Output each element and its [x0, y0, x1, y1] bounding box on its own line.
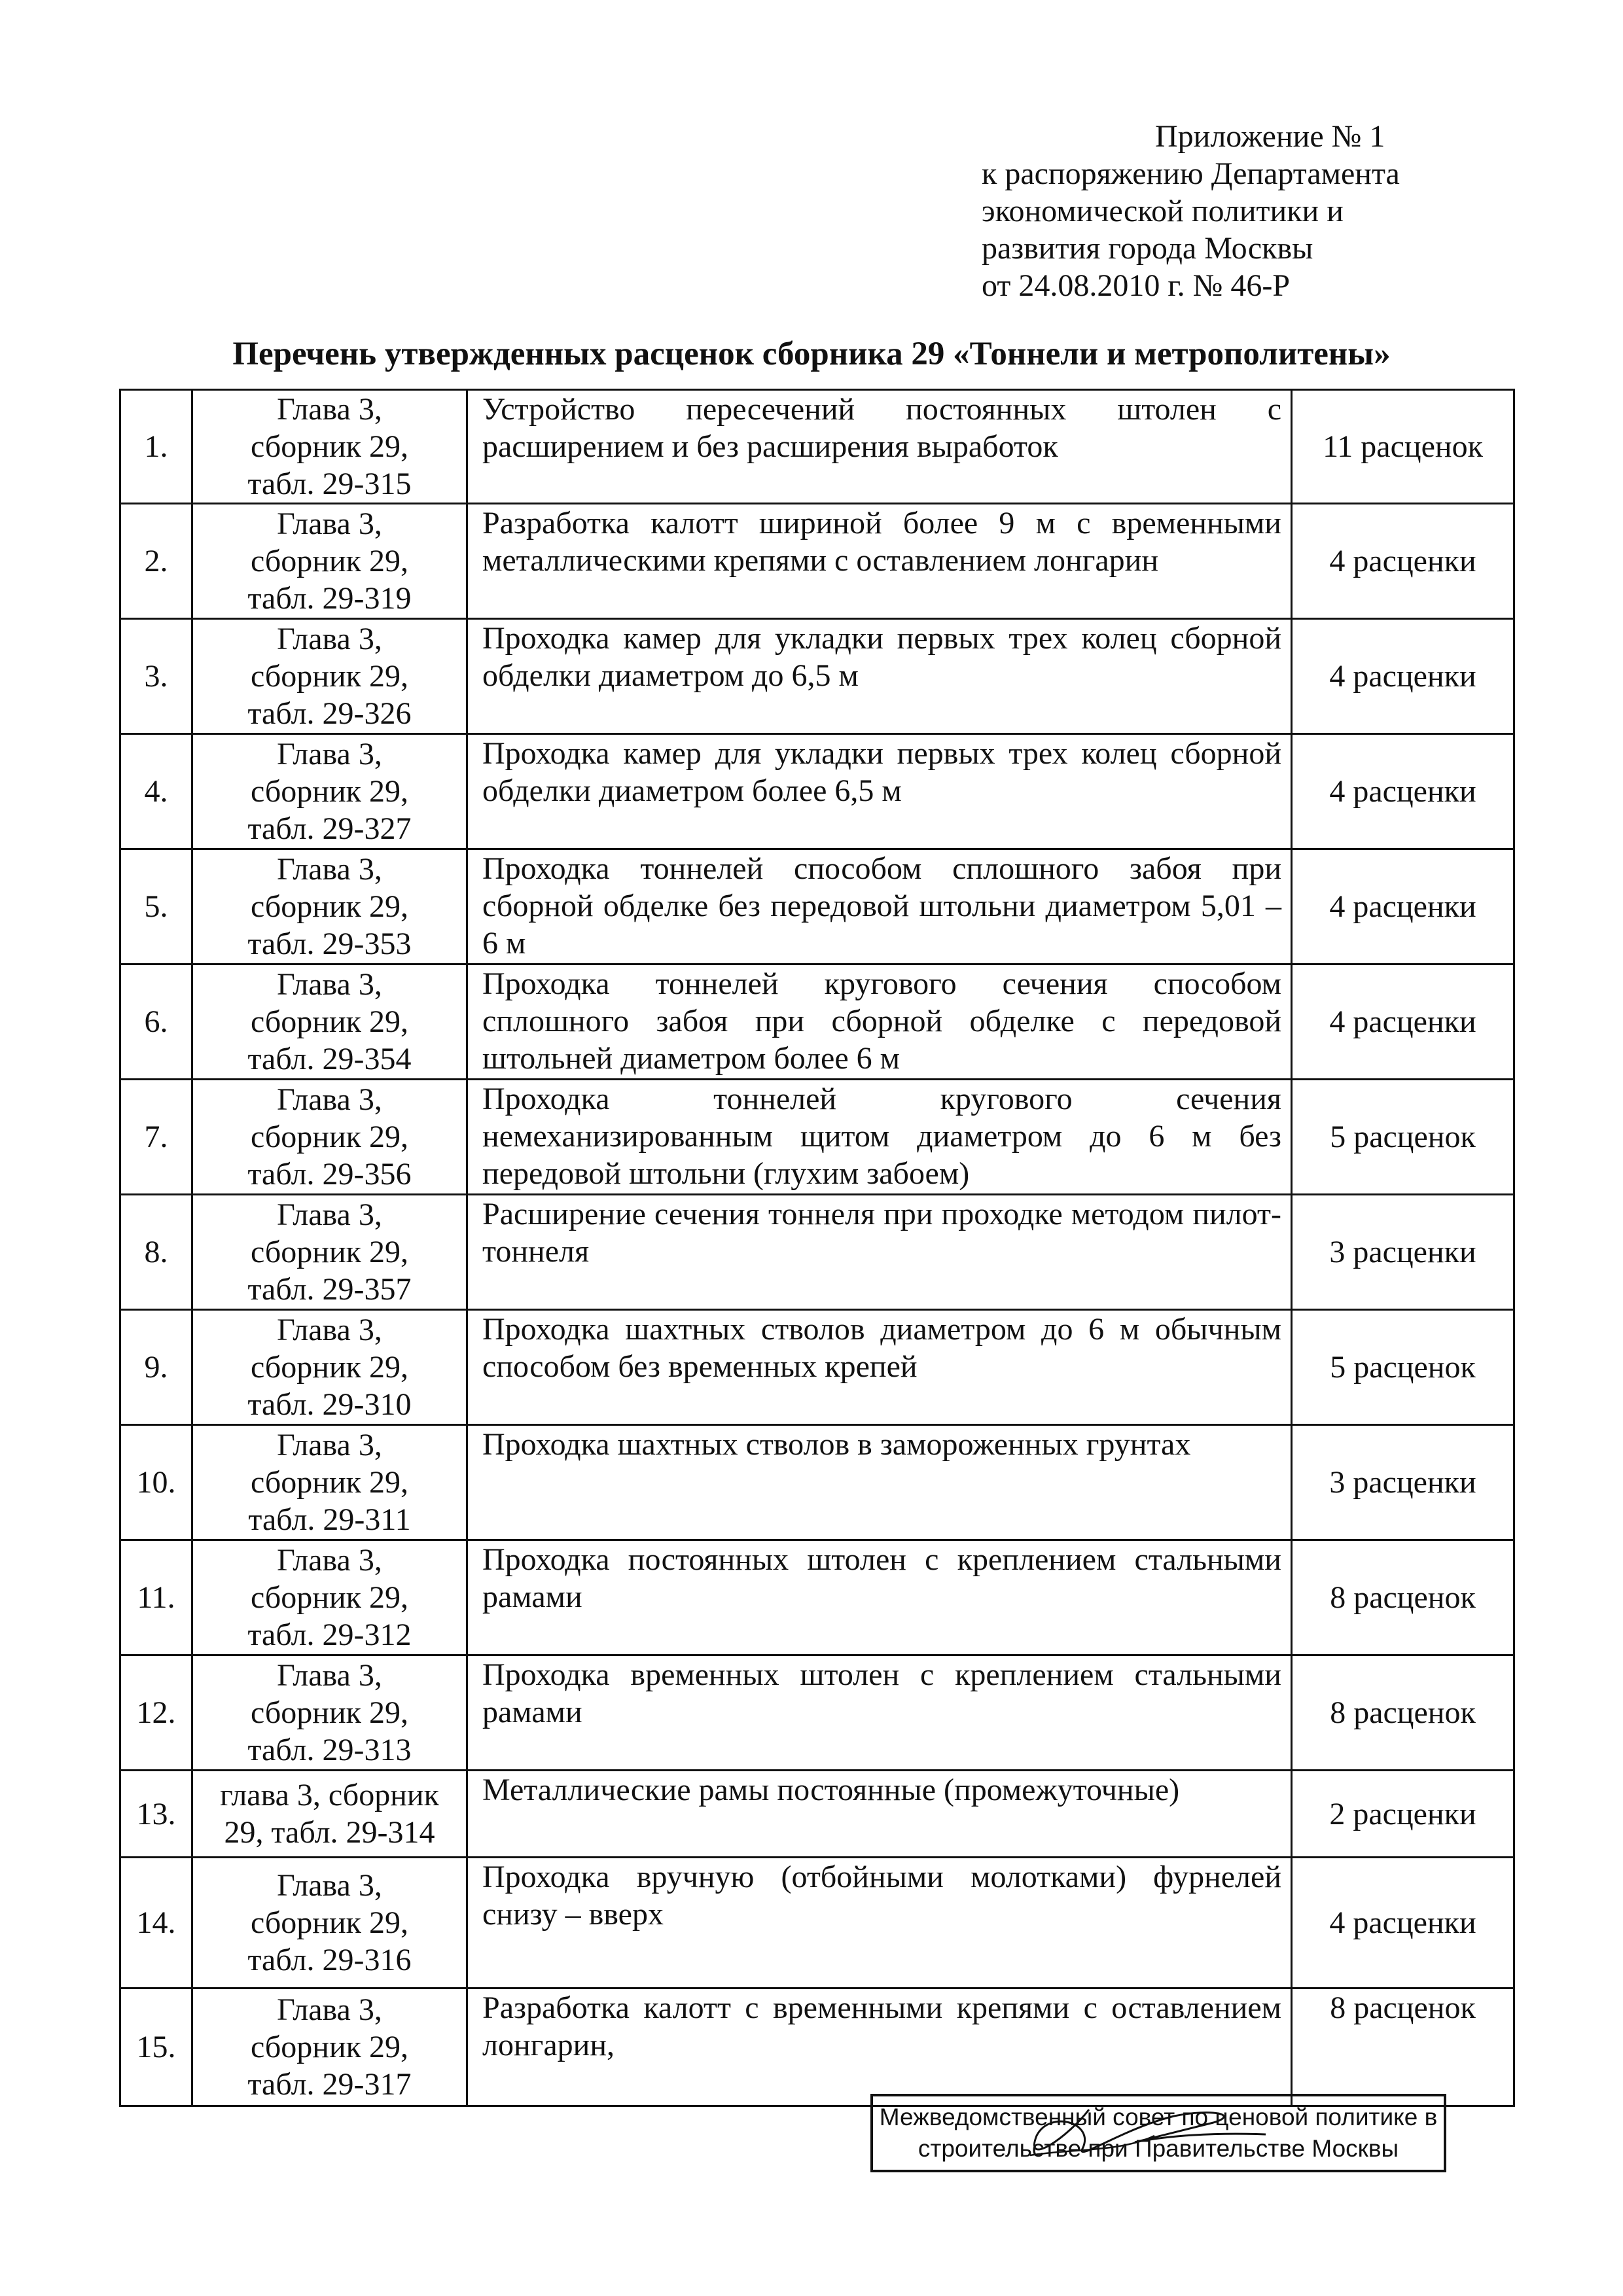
reference-line: сборник 29, [250, 1905, 408, 1940]
reference-line: Глава 3, [277, 1992, 382, 2027]
reference-line: Глава 3, [277, 1082, 382, 1117]
reference-line: сборник 29, [250, 429, 408, 464]
reference-line: табл. 29-316 [247, 1943, 412, 1977]
rate-count: 4 расценки [1292, 619, 1514, 734]
work-description: Проходка камер для укладки первых трех колец сборной обделки диаметром более 6,5 м [467, 734, 1292, 849]
work-description: Разработка калотт шириной более 9 м с временными металлическими крепями с оставлением лонгарин [467, 504, 1292, 619]
reference-line: табл. 29-319 [247, 581, 412, 616]
work-description: Устройство пересечений постоянных штолен с расширением и без расширения выработок [467, 390, 1292, 504]
work-description: Проходка тоннелей кругового сечения немеханизированным щитом диаметром до 6 м без передовой штольни (глухим забоем) [467, 1080, 1292, 1195]
reference-line: табл. 29-357 [247, 1272, 412, 1307]
work-description: Проходка тоннелей способом сплошного забоя при сборной обделке без передовой штольни диаметром 5,01 – 6 м [467, 849, 1292, 964]
table-row [120, 1195, 1514, 1310]
reference-line: Глава 3, [277, 1543, 382, 1578]
table-row [120, 390, 1514, 504]
row-number: 14. [120, 1858, 192, 1988]
document-title: Перечень утвержденных расценок сборника 29 «Тоннели и метрополитены» [232, 336, 1391, 372]
reference-line: табл. 29-353 [247, 927, 412, 961]
table-reference [192, 1310, 467, 1425]
reference-line: Глава 3, [277, 737, 382, 771]
rate-count: 5 расценок [1292, 1080, 1514, 1195]
annex-header [982, 118, 1505, 304]
table-reference [192, 1988, 467, 2106]
reference-line: Глава 3, [277, 1313, 382, 1347]
table-row [120, 504, 1514, 619]
stamp-line: Межведомственный совет по ценовой политике в [879, 2104, 1438, 2130]
reference-line: табл. 29-312 [247, 1617, 412, 1652]
reference-line: сборник 29, [250, 1465, 408, 1500]
reference-line: Глава 3, [277, 1658, 382, 1693]
stamp-line: строительстве при Правительстве Москвы [918, 2135, 1399, 2162]
table-reference [192, 1195, 467, 1310]
reference-line: табл. 29-327 [247, 811, 412, 846]
table-row [120, 734, 1514, 849]
row-number: 9. [120, 1310, 192, 1425]
table-row [120, 1771, 1514, 1858]
table-row [120, 1310, 1514, 1425]
work-description: Проходка камер для укладки первых трех колец сборной обделки диаметром до 6,5 м [467, 619, 1292, 734]
reference-line: табл. 29-354 [247, 1042, 412, 1076]
table-reference [192, 619, 467, 734]
row-number: 4. [120, 734, 192, 849]
table-reference [192, 734, 467, 849]
rate-count: 8 расценок [1292, 1540, 1514, 1655]
table-reference [192, 390, 467, 504]
table-row [120, 619, 1514, 734]
table-reference [192, 1771, 467, 1858]
table-row [120, 1080, 1514, 1195]
row-number: 2. [120, 504, 192, 619]
table-reference [192, 849, 467, 964]
table-row [120, 1655, 1514, 1771]
work-description: Разработка калотт с временными крепями с оставлением лонгарин, [467, 1988, 1292, 2106]
rate-count: 3 расценки [1292, 1195, 1514, 1310]
table-reference [192, 1425, 467, 1540]
reference-line: сборник 29, [250, 2030, 408, 2064]
row-number: 1. [120, 390, 192, 504]
rate-count: 2 расценки [1292, 1771, 1514, 1858]
reference-line: табл. 29-317 [247, 2067, 412, 2102]
rate-count: 4 расценки [1292, 1858, 1514, 1988]
row-number: 13. [120, 1771, 192, 1858]
reference-line: Глава 3, [277, 622, 382, 656]
rate-count: 8 расценок [1292, 1655, 1514, 1771]
row-number: 5. [120, 849, 192, 964]
table-row [120, 1540, 1514, 1655]
rate-count: 4 расценки [1292, 849, 1514, 964]
annex-line: от 24.08.2010 г. № 46-Р [982, 268, 1291, 303]
table-row [120, 849, 1514, 964]
table-reference [192, 504, 467, 619]
work-description: Проходка временных штолен с креплением стальными рамами [467, 1655, 1292, 1771]
reference-line: сборник 29, [250, 544, 408, 578]
work-description: Проходка тоннелей кругового сечения способом сплошного забоя при сборной обделке с передовой штольней диаметром более 6 м [467, 964, 1292, 1080]
reference-line: табл. 29-315 [247, 467, 412, 501]
work-description: Проходка постоянных штолен с креплением стальными рамами [467, 1540, 1292, 1655]
work-description: Металлические рамы постоянные (промежуточные) [467, 1771, 1292, 1858]
annex-line: развития города Москвы [982, 231, 1313, 266]
reference-line: Глава 3, [277, 852, 382, 887]
reference-line: Глава 3, [277, 1197, 382, 1232]
reference-line: сборник 29, [250, 774, 408, 809]
row-number: 7. [120, 1080, 192, 1195]
reference-line: сборник 29, [250, 1350, 408, 1385]
work-description: Проходка шахтных стволов в замороженных грунтах [467, 1425, 1292, 1540]
reference-line: Глава 3, [277, 506, 382, 541]
council-stamp [870, 2094, 1446, 2172]
rate-count: 4 расценки [1292, 504, 1514, 619]
table-row [120, 964, 1514, 1080]
annex-line: экономической политики и [982, 194, 1344, 228]
reference-line: табл. 29-356 [247, 1157, 412, 1192]
table-reference [192, 1655, 467, 1771]
table-reference [192, 1080, 467, 1195]
reference-line: сборник 29, [250, 1580, 408, 1615]
rates-table [119, 389, 1515, 2107]
table-row [120, 1425, 1514, 1540]
reference-line: Глава 3, [277, 392, 382, 427]
row-number: 15. [120, 1988, 192, 2106]
reference-line: табл. 29-313 [247, 1733, 412, 1767]
reference-line: сборник 29, [250, 1695, 408, 1730]
row-number: 8. [120, 1195, 192, 1310]
row-number: 11. [120, 1540, 192, 1655]
row-number: 12. [120, 1655, 192, 1771]
reference-line: сборник 29, [250, 889, 408, 924]
rate-count: 3 расценки [1292, 1425, 1514, 1540]
row-number: 6. [120, 964, 192, 1080]
reference-line: сборник 29, [250, 1120, 408, 1154]
reference-line: сборник 29, [250, 659, 408, 694]
rate-count: 5 расценок [1292, 1310, 1514, 1425]
reference-line: табл. 29-326 [247, 696, 412, 731]
rates-table-body [120, 390, 1514, 2106]
rate-count: 8 расценок [1292, 1988, 1514, 2106]
reference-line: табл. 29-310 [247, 1387, 412, 1422]
reference-line: сборник 29, [250, 1004, 408, 1039]
reference-line: табл. 29-311 [248, 1502, 411, 1537]
annex-line: Приложение № 1 [1155, 119, 1385, 154]
annex-line: к распоряжению Департамента [982, 156, 1400, 191]
rate-count: 4 расценки [1292, 734, 1514, 849]
reference-line: сборник 29, [250, 1235, 408, 1269]
reference-line: Глава 3, [277, 967, 382, 1002]
work-description: Проходка шахтных стволов диаметром до 6 м обычным способом без временных крепей [467, 1310, 1292, 1425]
row-number: 10. [120, 1425, 192, 1540]
rate-count: 11 расценок [1292, 390, 1514, 504]
work-description: Расширение сечения тоннеля при проходке методом пилот-тоннеля [467, 1195, 1292, 1310]
table-row [120, 1988, 1514, 2106]
reference-line: глава 3, сборник [220, 1778, 439, 1812]
table-reference [192, 1540, 467, 1655]
rate-count: 4 расценки [1292, 964, 1514, 1080]
reference-line: Глава 3, [277, 1428, 382, 1462]
table-reference [192, 964, 467, 1080]
table-reference [192, 1858, 467, 1988]
table-row [120, 1858, 1514, 1988]
reference-line: 29, табл. 29-314 [224, 1815, 435, 1850]
row-number: 3. [120, 619, 192, 734]
reference-line: Глава 3, [277, 1868, 382, 1903]
work-description: Проходка вручную (отбойными молотками) фурнелей снизу – вверх [467, 1858, 1292, 1988]
